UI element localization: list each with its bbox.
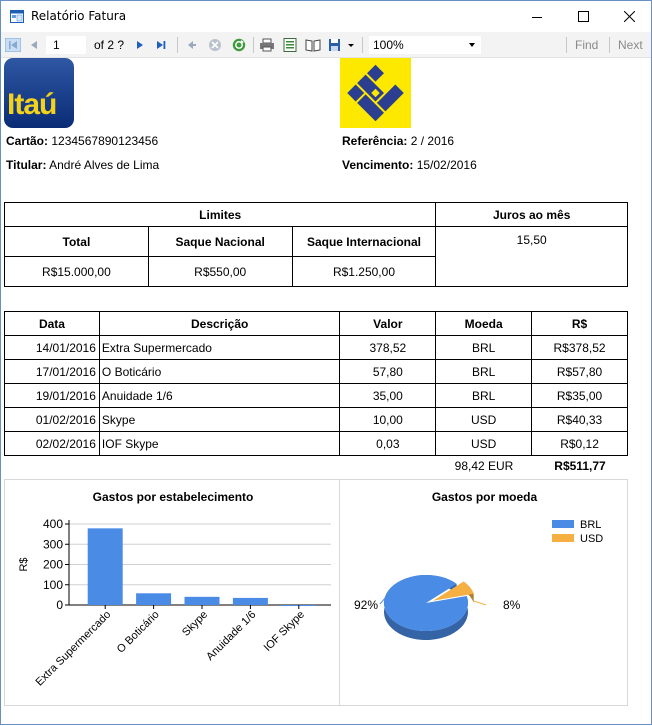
report-toolbar <box>1 32 651 58</box>
toolbar-separator <box>177 37 178 53</box>
y-tick-label: 200 <box>42 557 63 572</box>
valor-header: Valor <box>340 312 436 336</box>
juros-header: Juros ao mês <box>436 203 628 227</box>
total-value: R$15.000,00 <box>5 257 149 287</box>
titular-value: André Alves de Lima <box>49 158 160 172</box>
total-brl: R$511,77 <box>554 459 606 473</box>
limits-table <box>4 202 628 287</box>
last-page-icon[interactable] <box>153 38 169 52</box>
brl-header: R$ <box>532 312 628 336</box>
saque-internacional-value: R$1.250,00 <box>292 257 436 287</box>
legend-label: BRL <box>580 519 602 531</box>
referencia-label: Referência: <box>342 134 408 148</box>
page-count: of 2 ? <box>94 38 125 52</box>
row-date: 17/01/2016 <box>5 360 100 384</box>
pie-label: 92% <box>354 598 379 612</box>
row-brl: R$378,52 <box>532 336 628 360</box>
data-header: Data <box>5 312 100 336</box>
maximize-icon <box>578 11 589 22</box>
row-value: 0,03 <box>340 432 436 456</box>
legend-swatch <box>552 534 574 542</box>
x-tick-label: O Boticário <box>114 608 162 656</box>
row-value: 35,00 <box>340 384 436 408</box>
row-date: 02/02/2016 <box>5 432 100 456</box>
titular-label: Titular: <box>6 158 47 172</box>
legend-swatch <box>552 520 574 528</box>
bar-chart-frame <box>4 479 340 706</box>
descricao-header: Descrição <box>99 312 340 336</box>
cartao-label: Cartão: <box>6 134 49 148</box>
x-tick-label: Extra Supermercado <box>33 608 114 689</box>
row-brl: R$57,80 <box>532 360 628 384</box>
titular-field <box>6 158 159 172</box>
row-brl: R$40,33 <box>532 408 628 432</box>
table-row <box>5 408 628 432</box>
table-header-row <box>5 312 628 336</box>
back-icon[interactable] <box>184 38 200 52</box>
bar-chart <box>5 480 341 707</box>
bar <box>185 597 220 605</box>
saque-nacional-value: R$550,00 <box>148 257 292 287</box>
print-layout-icon[interactable] <box>282 38 298 52</box>
pie-label: 8% <box>503 598 521 612</box>
itau-logo <box>4 58 74 128</box>
bar-chart-title: Gastos por estabelecimento <box>92 490 254 504</box>
row-currency: USD <box>436 432 532 456</box>
window-title: Relatório Fatura <box>31 9 127 23</box>
total-eur: 98,42 EUR <box>454 459 514 473</box>
y-tick-label: 0 <box>56 598 63 612</box>
toolbar-separator <box>362 37 363 53</box>
juros-value: 15,50 <box>436 227 628 287</box>
bar <box>88 528 123 605</box>
itau-logo-text: Itaú <box>7 88 57 121</box>
row-description: O Boticário <box>99 360 340 384</box>
toolbar-separator <box>566 37 567 53</box>
row-currency: USD <box>436 408 532 432</box>
app-icon <box>10 10 24 23</box>
cartao-field <box>6 134 158 148</box>
next-link[interactable]: Next <box>618 38 643 52</box>
toolbar-separator <box>253 37 254 53</box>
pie-slice <box>384 575 468 631</box>
next-page-icon[interactable] <box>132 38 148 52</box>
x-tick-label: Skype <box>180 608 211 639</box>
row-description: IOF Skype <box>99 432 340 456</box>
saque-nacional-header: Saque Nacional <box>148 227 292 257</box>
maximize-button[interactable] <box>560 1 606 32</box>
transactions-table <box>4 311 628 456</box>
minimize-button[interactable] <box>514 1 560 32</box>
y-tick-label: 100 <box>42 577 63 592</box>
pie-chart-title: Gastos por moeda <box>431 490 538 504</box>
table-row <box>5 360 628 384</box>
print-icon[interactable] <box>259 38 275 52</box>
total-header: Total <box>5 227 149 257</box>
pie-chart <box>340 480 629 707</box>
row-value: 378,52 <box>340 336 436 360</box>
saque-internacional-header: Saque Internacional <box>292 227 436 257</box>
first-page-icon[interactable] <box>5 38 21 52</box>
row-date: 19/01/2016 <box>5 384 100 408</box>
row-date: 14/01/2016 <box>5 336 100 360</box>
row-value: 57,80 <box>340 360 436 384</box>
moeda-header: Moeda <box>436 312 532 336</box>
row-date: 01/02/2016 <box>5 408 100 432</box>
bar <box>136 593 171 605</box>
y-tick-label: 300 <box>42 537 63 552</box>
stop-icon[interactable] <box>207 38 223 52</box>
export-icon[interactable] <box>328 38 344 52</box>
vencimento-label: Vencimento: <box>342 158 414 172</box>
title-bar <box>1 1 651 32</box>
zoom-select[interactable] <box>369 36 481 54</box>
bar <box>233 598 268 605</box>
y-tick-label: 400 <box>42 517 63 531</box>
table-row <box>5 432 628 456</box>
page-setup-icon[interactable] <box>305 38 321 52</box>
zoom-value: 100% <box>373 38 404 52</box>
table-row <box>5 336 628 360</box>
y-axis-label: R$ <box>18 557 30 572</box>
find-link[interactable]: Find <box>575 38 599 52</box>
row-brl: R$35,00 <box>532 384 628 408</box>
close-icon <box>624 11 635 22</box>
x-tick-label: Anuidade 1/6 <box>204 608 259 663</box>
page-number-input[interactable]: 1 <box>46 36 86 54</box>
refresh-icon[interactable] <box>231 38 247 52</box>
leader-line <box>474 601 486 605</box>
referencia-value: 2 / 2016 <box>410 134 455 148</box>
report-page <box>1 58 651 726</box>
close-button[interactable] <box>606 1 652 32</box>
chevron-down-icon[interactable] <box>343 38 359 52</box>
row-description: Extra Supermercado <box>99 336 340 360</box>
pie-chart-frame <box>339 479 628 706</box>
banco-do-brasil-logo <box>340 58 411 128</box>
legend-label: USD <box>580 533 604 545</box>
row-description: Anuidade 1/6 <box>99 384 340 408</box>
chevron-down-icon <box>469 43 475 47</box>
x-tick-label: IOF Skype <box>261 608 307 654</box>
minimize-icon <box>532 12 542 22</box>
cartao-value: 1234567890123456 <box>51 134 159 148</box>
limites-header: Limites <box>5 203 436 227</box>
row-brl: R$0,12 <box>532 432 628 456</box>
vencimento-value: 15/02/2016 <box>416 158 477 172</box>
row-currency: BRL <box>436 336 532 360</box>
vencimento-field <box>342 158 477 172</box>
row-currency: BRL <box>436 360 532 384</box>
row-value: 10,00 <box>340 408 436 432</box>
table-row <box>5 384 628 408</box>
row-description: Skype <box>99 408 340 432</box>
row-currency: BRL <box>436 384 532 408</box>
referencia-field <box>342 134 454 148</box>
previous-page-icon[interactable] <box>27 38 43 52</box>
toolbar-separator <box>609 37 610 53</box>
